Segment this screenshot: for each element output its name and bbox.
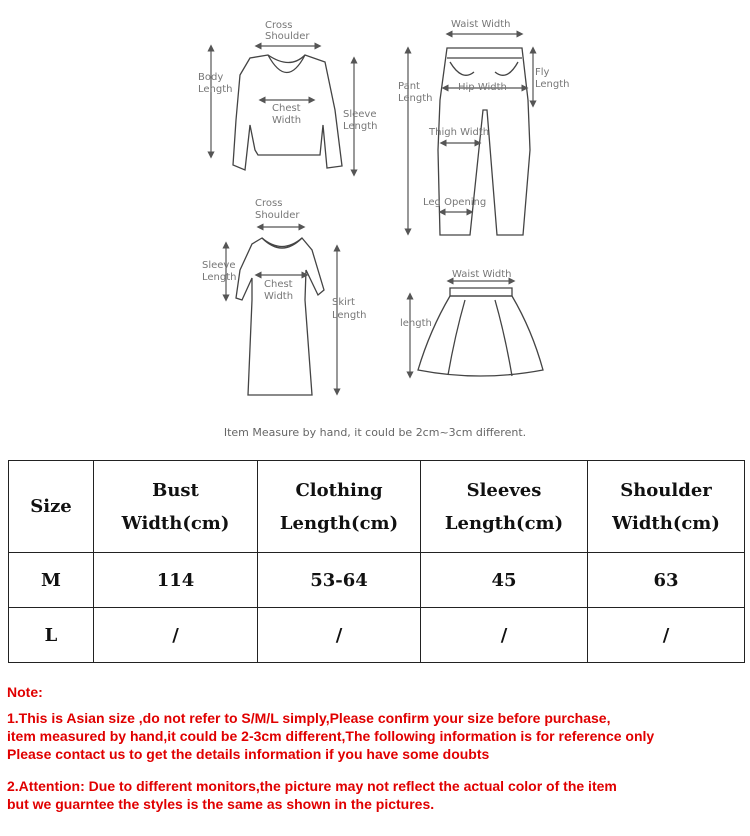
dress-outline — [236, 238, 324, 395]
pants-thigh-label: Thigh Width — [429, 127, 490, 138]
pants-length-label-2: Length — [398, 93, 433, 104]
jacket-cross-label-1: Cross — [265, 20, 293, 31]
jacket-body-label-1: Body — [198, 72, 224, 83]
notes-section — [7, 683, 747, 813]
table-cell-size: M — [9, 553, 94, 608]
skirt-waistband — [450, 288, 512, 296]
note-1-line-2: item measured by hand,it could be 2-3cm different,The following information is for reference only — [7, 728, 655, 744]
pants-pocket-right — [495, 62, 518, 75]
jacket-shoulder-label-2: Shoulder — [265, 31, 310, 42]
dress-skirt-label-2: Length — [332, 310, 367, 321]
jacket-chest-label-1: Chest — [272, 103, 301, 114]
jacket-width-label-2: Width — [272, 115, 302, 126]
pants-pocket-left — [450, 62, 474, 75]
skirt-fold-1 — [448, 300, 465, 375]
pants-waist-label: Waist Width — [451, 19, 511, 30]
table-cell-bust: 114 — [94, 553, 258, 608]
note-paragraph-1 — [7, 709, 747, 763]
table-cell-shoulder: / — [588, 608, 745, 663]
notes-title: Note: — [7, 684, 43, 700]
header-sleeves-length: Sleeves Length(cm) — [421, 461, 588, 553]
jacket-collar — [268, 55, 305, 73]
jacket-length-label-2: Length — [198, 84, 233, 95]
measure-note: Item Measure by hand, it could be 2cm~3cm different. — [223, 426, 527, 439]
pants-diagram — [398, 19, 570, 235]
dress-shoulder-label-2: Shoulder — [255, 210, 300, 221]
note-1-line-3: Please contact us to get the details information if you have some doubts — [7, 746, 490, 762]
table-row — [9, 553, 745, 608]
skirt-outline — [418, 296, 543, 376]
dress-diagram — [202, 198, 367, 395]
table-cell-bust: / — [94, 608, 258, 663]
pants-fly-label-1: Fly — [535, 67, 550, 78]
table-row — [9, 608, 745, 663]
pants-hip-label: Hip Width — [458, 82, 507, 93]
skirt-diagram — [400, 269, 543, 376]
pants-leg-opening-label: Leg Opening — [423, 197, 487, 208]
note-paragraph-2 — [7, 777, 747, 813]
skirt-length-label: length — [400, 318, 432, 329]
header-clothing-length: Clothing Length(cm) — [258, 461, 421, 553]
dress-sleeve-label-1: Sleeve — [202, 260, 236, 271]
table-cell-shoulder: 63 — [588, 553, 745, 608]
pants-fly-label-2: Length — [535, 79, 570, 90]
jacket-sleeve-label-1: Sleeve — [343, 109, 377, 120]
header-bust-width: Bust Width(cm) — [94, 461, 258, 553]
skirt-waist-label: Waist Width — [452, 269, 512, 280]
note-2-line-2: but we guarntee the styles is the same as shown in the pictures. — [7, 796, 435, 812]
header-size: Size — [9, 461, 94, 553]
pants-pant-label-1: Pant — [398, 81, 420, 92]
dress-cross-label-1: Cross — [255, 198, 283, 209]
table-cell-clothing-length: 53-64 — [258, 553, 421, 608]
skirt-fold-2 — [495, 300, 512, 376]
jacket-sleeve-length-label-2: Length — [343, 121, 378, 132]
note-1-line-1: 1.This is Asian size ,do not refer to S/M/L simply,Please confirm your size before purchase, — [7, 710, 611, 726]
dress-chest-label-1: Chest — [264, 279, 293, 290]
table-header-row — [9, 461, 745, 553]
table-cell-size: L — [9, 608, 94, 663]
table-cell-sleeves: 45 — [421, 553, 588, 608]
table-cell-clothing-length: / — [258, 608, 421, 663]
table-cell-sleeves: / — [421, 608, 588, 663]
header-shoulder-width: Shoulder Width(cm) — [588, 461, 745, 553]
size-table — [8, 460, 745, 663]
dress-width-label-2: Width — [264, 291, 294, 302]
dress-sleeve-label-2: Length — [202, 272, 237, 283]
dress-skirt-label-1: Skirt — [332, 297, 355, 308]
note-2-line-1: 2.Attention: Due to different monitors,the picture may not reflect the actual color of the item — [7, 778, 617, 794]
jacket-diagram — [198, 20, 378, 173]
